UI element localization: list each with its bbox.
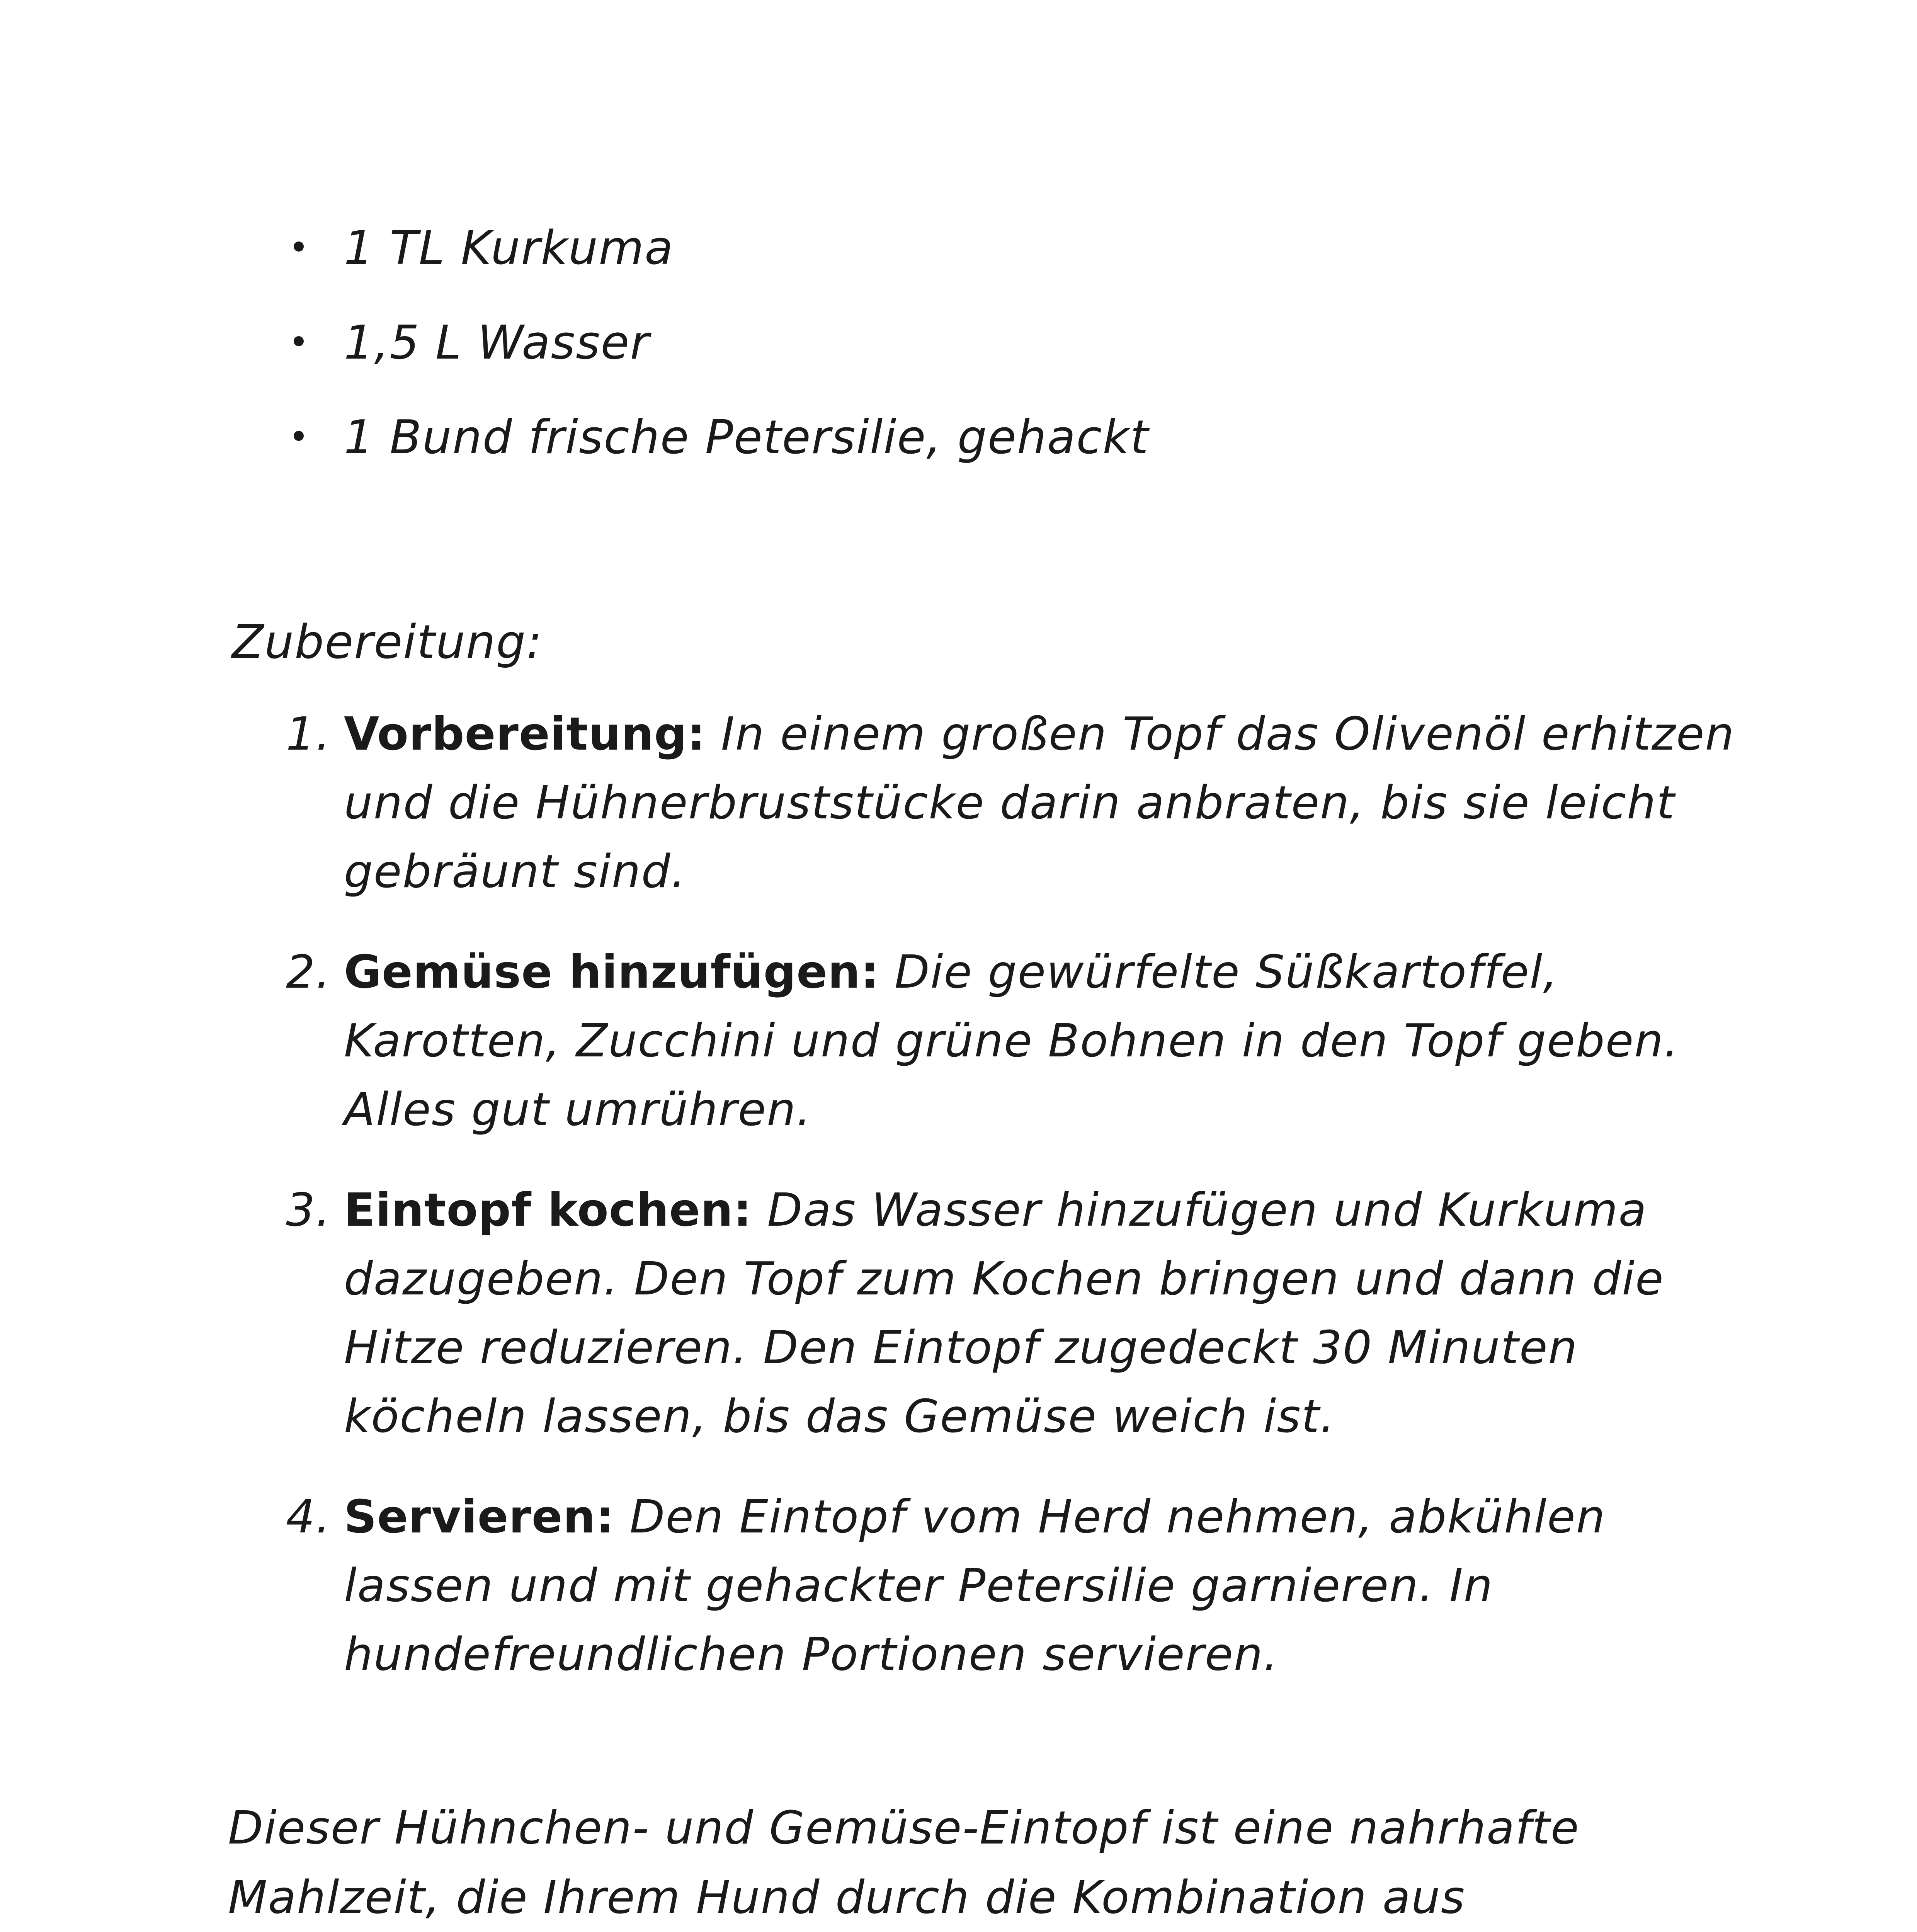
- step-number: 3.: [286, 1183, 331, 1236]
- step-title: Eintopf kochen:: [344, 1183, 752, 1236]
- step-item: [278, 1482, 1739, 1689]
- step-item: [278, 1175, 1739, 1451]
- ingredient-list: [286, 220, 1754, 504]
- step-title: Servieren:: [344, 1490, 615, 1543]
- step-text: Die gewürfelte Süßkartoffel, Karotten, Zucchini und grüne Bohnen in den Topf geben. Alles gut umrühren.: [344, 945, 1679, 1136]
- step-number: 2.: [286, 945, 331, 998]
- step-item: [278, 937, 1739, 1144]
- ingredient-item: [286, 410, 1754, 466]
- step-text: Das Wasser hinzufügen und Kurkuma dazugeben. Den Topf zum Kochen bringen und dann die Hitze reduzieren. Den Eintopf zugedeckt 30 Minuten köcheln lassen, bis das Gemüse weich ist.: [344, 1183, 1664, 1443]
- preparation-heading: Zubereitung:: [232, 616, 543, 669]
- bullet-icon: [294, 242, 304, 252]
- step-number: 4.: [286, 1490, 331, 1543]
- step-text: In einem großen Topf das Olivenöl erhitzen und die Hühnerbruststücke darin anbraten, bis sie leicht gebräunt sind.: [344, 707, 1735, 898]
- bullet-icon: [294, 431, 304, 441]
- step-title: Gemüse hinzufügen:: [344, 945, 879, 998]
- step-item: [278, 699, 1739, 906]
- ingredient-item: [286, 315, 1754, 371]
- step-title: Vorbereitung:: [344, 707, 706, 760]
- step-text: Den Eintopf vom Herd nehmen, abkühlen lassen und mit gehackter Petersilie garnieren. In hundefreundlichen Portionen servieren.: [344, 1490, 1606, 1681]
- ingredient-text: 1,5 L Wasser: [344, 316, 650, 370]
- ingredient-text: 1 TL Kurkuma: [344, 221, 674, 275]
- bullet-icon: [294, 336, 304, 346]
- preparation-steps: [278, 699, 1739, 1720]
- closing-paragraph: Dieser Hühnchen- und Gemüse-Eintopf ist eine nahrhafte Mahlzeit, die Ihrem Hund durch die Kombination aus: [228, 1801, 1580, 1924]
- ingredient-item: [286, 220, 1754, 276]
- step-number: 1.: [286, 707, 331, 760]
- ingredient-text: 1 Bund frische Petersilie, gehackt: [344, 411, 1149, 464]
